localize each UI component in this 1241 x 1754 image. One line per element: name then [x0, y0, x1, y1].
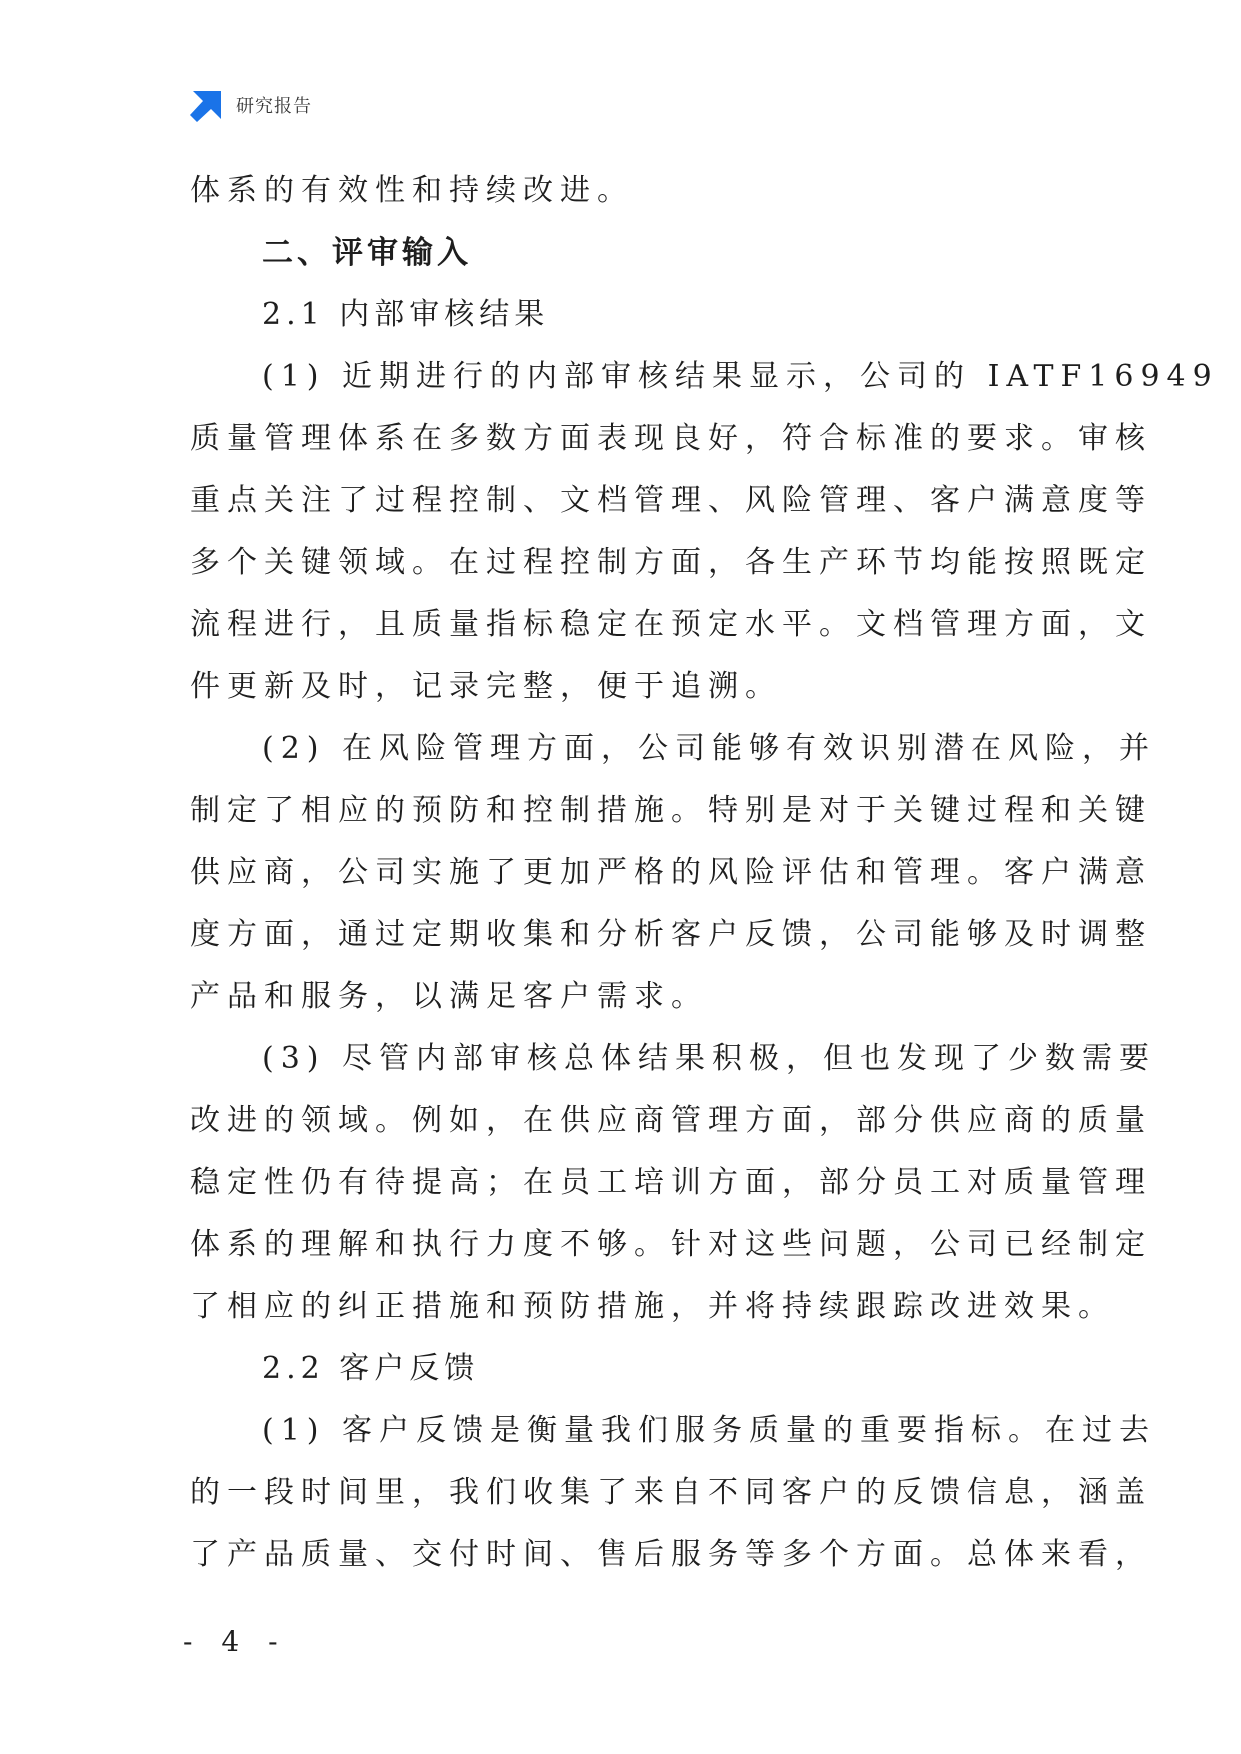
paragraph-line: 了产品质量、交付时间、售后服务等多个方面。总体来看， — [190, 1537, 1152, 1572]
arrow-up-right-icon — [190, 88, 224, 122]
section-heading: 二、评审输入 — [262, 235, 472, 271]
paragraph-line: 多个关键领域。在过程控制方面，各生产环节均能按照既定 — [190, 545, 1152, 580]
paragraph-line: 重点关注了过程控制、文档管理、风险管理、客户满意度等 — [190, 483, 1152, 518]
paragraph-line: 产品和服务，以满足客户需求。 — [190, 979, 708, 1014]
paragraph-line: 供应商，公司实施了更加严格的风险评估和管理。客户满意 — [190, 855, 1152, 890]
paragraph-line: (2) 在风险管理方面，公司能够有效识别潜在风险，并 — [262, 731, 1157, 766]
subsection-heading: 2.1 内部审核结果 — [262, 297, 550, 332]
report-header — [190, 88, 312, 122]
paragraph-line: (3) 尽管内部审核总体结果积极，但也发现了少数需要 — [262, 1041, 1157, 1076]
paragraph-line: 体系的理解和执行力度不够。针对这些问题，公司已经制定 — [190, 1227, 1152, 1262]
paragraph-line: (1) 客户反馈是衡量我们服务质量的重要指标。在过去 — [262, 1413, 1157, 1448]
paragraph-line: 了相应的纠正措施和预防措施，并将持续跟踪改进效果。 — [190, 1289, 1115, 1324]
page-number: - 4 - — [183, 1625, 288, 1658]
paragraph-line: 改进的领域。例如，在供应商管理方面，部分供应商的质量 — [190, 1103, 1152, 1138]
paragraph-line: 体系的有效性和持续改进。 — [190, 173, 634, 208]
paragraph-line: (1) 近期进行的内部审核结果显示，公司的 IATF16949 — [262, 359, 1219, 394]
paragraph-line: 件更新及时，记录完整，便于追溯。 — [190, 669, 782, 704]
paragraph-line: 质量管理体系在多数方面表现良好，符合标准的要求。审核 — [190, 421, 1152, 456]
paragraph-line: 的一段时间里，我们收集了来自不同客户的反馈信息，涵盖 — [190, 1475, 1152, 1510]
document-body — [190, 160, 1219, 1586]
paragraph-line: 稳定性仍有待提高；在员工培训方面，部分员工对质量管理 — [190, 1165, 1152, 1200]
paragraph-line: 流程进行，且质量指标稳定在预定水平。文档管理方面，文 — [190, 607, 1152, 642]
subsection-heading: 2.2 客户反馈 — [262, 1351, 480, 1386]
header-title: 研究报告 — [236, 96, 312, 117]
paragraph-line: 制定了相应的预防和控制措施。特别是对于关键过程和关键 — [190, 793, 1152, 828]
paragraph-line: 度方面，通过定期收集和分析客户反馈，公司能够及时调整 — [190, 917, 1152, 952]
